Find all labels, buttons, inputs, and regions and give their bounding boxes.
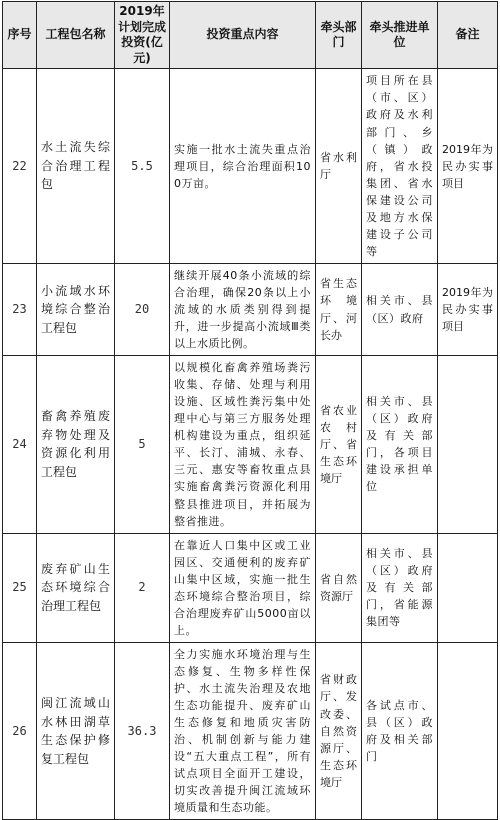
header-note: 备注 [438,2,498,69]
project-table [2,1,498,820]
header-index: 序号 [3,2,37,69]
row-name: 废弃矿山生态环境综合治理工程包 [37,533,115,642]
row-invest: 36.3 [115,642,170,819]
row-note [438,642,498,819]
row-dept: 省水利厅 [316,69,362,264]
row-unit: 相关市、县（区）政府及有关部门，各项目建设承担单位 [362,356,438,533]
header-unit: 牵头推进单位 [362,2,438,69]
row-index: 25 [3,533,37,642]
header-invest: 2019年计划完成投资(亿元) [115,2,170,69]
table-row [3,69,498,264]
row-name: 小流域水环境综合整治工程包 [37,263,115,355]
row-note [438,533,498,642]
table-header-row [3,2,498,69]
row-dept: 省自然资源厅 [316,533,362,642]
row-index: 26 [3,642,37,819]
table-row [3,533,498,642]
row-content: 以规模化畜禽养殖场粪污收集、存储、处理与利用设施、区域性粪污集中处理中心与第三方服务处理机构建设为重点，组织延平、长汀、浦城、永春、三元、惠安等畜牧重点县实施畜禽粪污资源化利用整县推进项目，并拓展为整省推进。 [170,356,316,533]
row-content: 实施一批水土流失重点治理项目，综合治理面积100万亩。 [170,69,316,264]
row-name: 闽江流域山水林田湖草生态保护修复工程包 [37,642,115,819]
row-unit: 相关市、县（区）政府 [362,263,438,355]
row-content: 全力实施水环境治理与生态修复、生物多样性保护、水土流失治理及农地生态功能提升、废弃矿山生态修复和地质灾害防治、机制创新与能力建设“五大重点工程”，所有试点项目全面开工建设，切实改善提升闽江流域环境质量和生态功能。 [170,642,316,819]
row-name: 水土流失综合治理工程包 [37,69,115,264]
row-note: 2019年为民办实事项目 [438,263,498,355]
row-invest: 5.5 [115,69,170,264]
header-name: 工程包名称 [37,2,115,69]
row-unit: 项目所在县（市、区）政府及水利部门、乡（镇）政府，省水投集团、省水保建设公司及地方水保建设子公司等 [362,69,438,264]
row-note: 2019年为民办实事项目 [438,69,498,264]
row-index: 23 [3,263,37,355]
row-invest: 20 [115,263,170,355]
table-row [3,642,498,819]
row-content: 继续开展40条小流域的综合治理，确保20条以上小流域的水质类别得到提升，进一步提高小流域Ⅲ类以上水质比例。 [170,263,316,355]
row-index: 24 [3,356,37,533]
row-dept: 省生态环境厅、河长办 [316,263,362,355]
header-dept: 牵头部门 [316,2,362,69]
table-row [3,356,498,533]
row-dept: 省农业农村厅、省生态环境厅 [316,356,362,533]
row-unit: 相关市、县（区）政府及有关部门，省能源集团等 [362,533,438,642]
row-invest: 2 [115,533,170,642]
row-unit: 各试点市、县（区）政府及相关部门 [362,642,438,819]
header-content: 投资重点内容 [170,2,316,69]
row-dept: 省财政厅、发改委、自然资源厅、生态环境厅 [316,642,362,819]
row-index: 22 [3,69,37,264]
row-name: 畜禽养殖废弃物处理及资源化利用工程包 [37,356,115,533]
row-invest: 5 [115,356,170,533]
table-row [3,263,498,355]
row-note [438,356,498,533]
row-content: 在靠近人口集中区或工业园区、交通便利的废弃矿山集中区域，实施一批生态环境综合整治项目，综合治理废弃矿山5000亩以上。 [170,533,316,642]
